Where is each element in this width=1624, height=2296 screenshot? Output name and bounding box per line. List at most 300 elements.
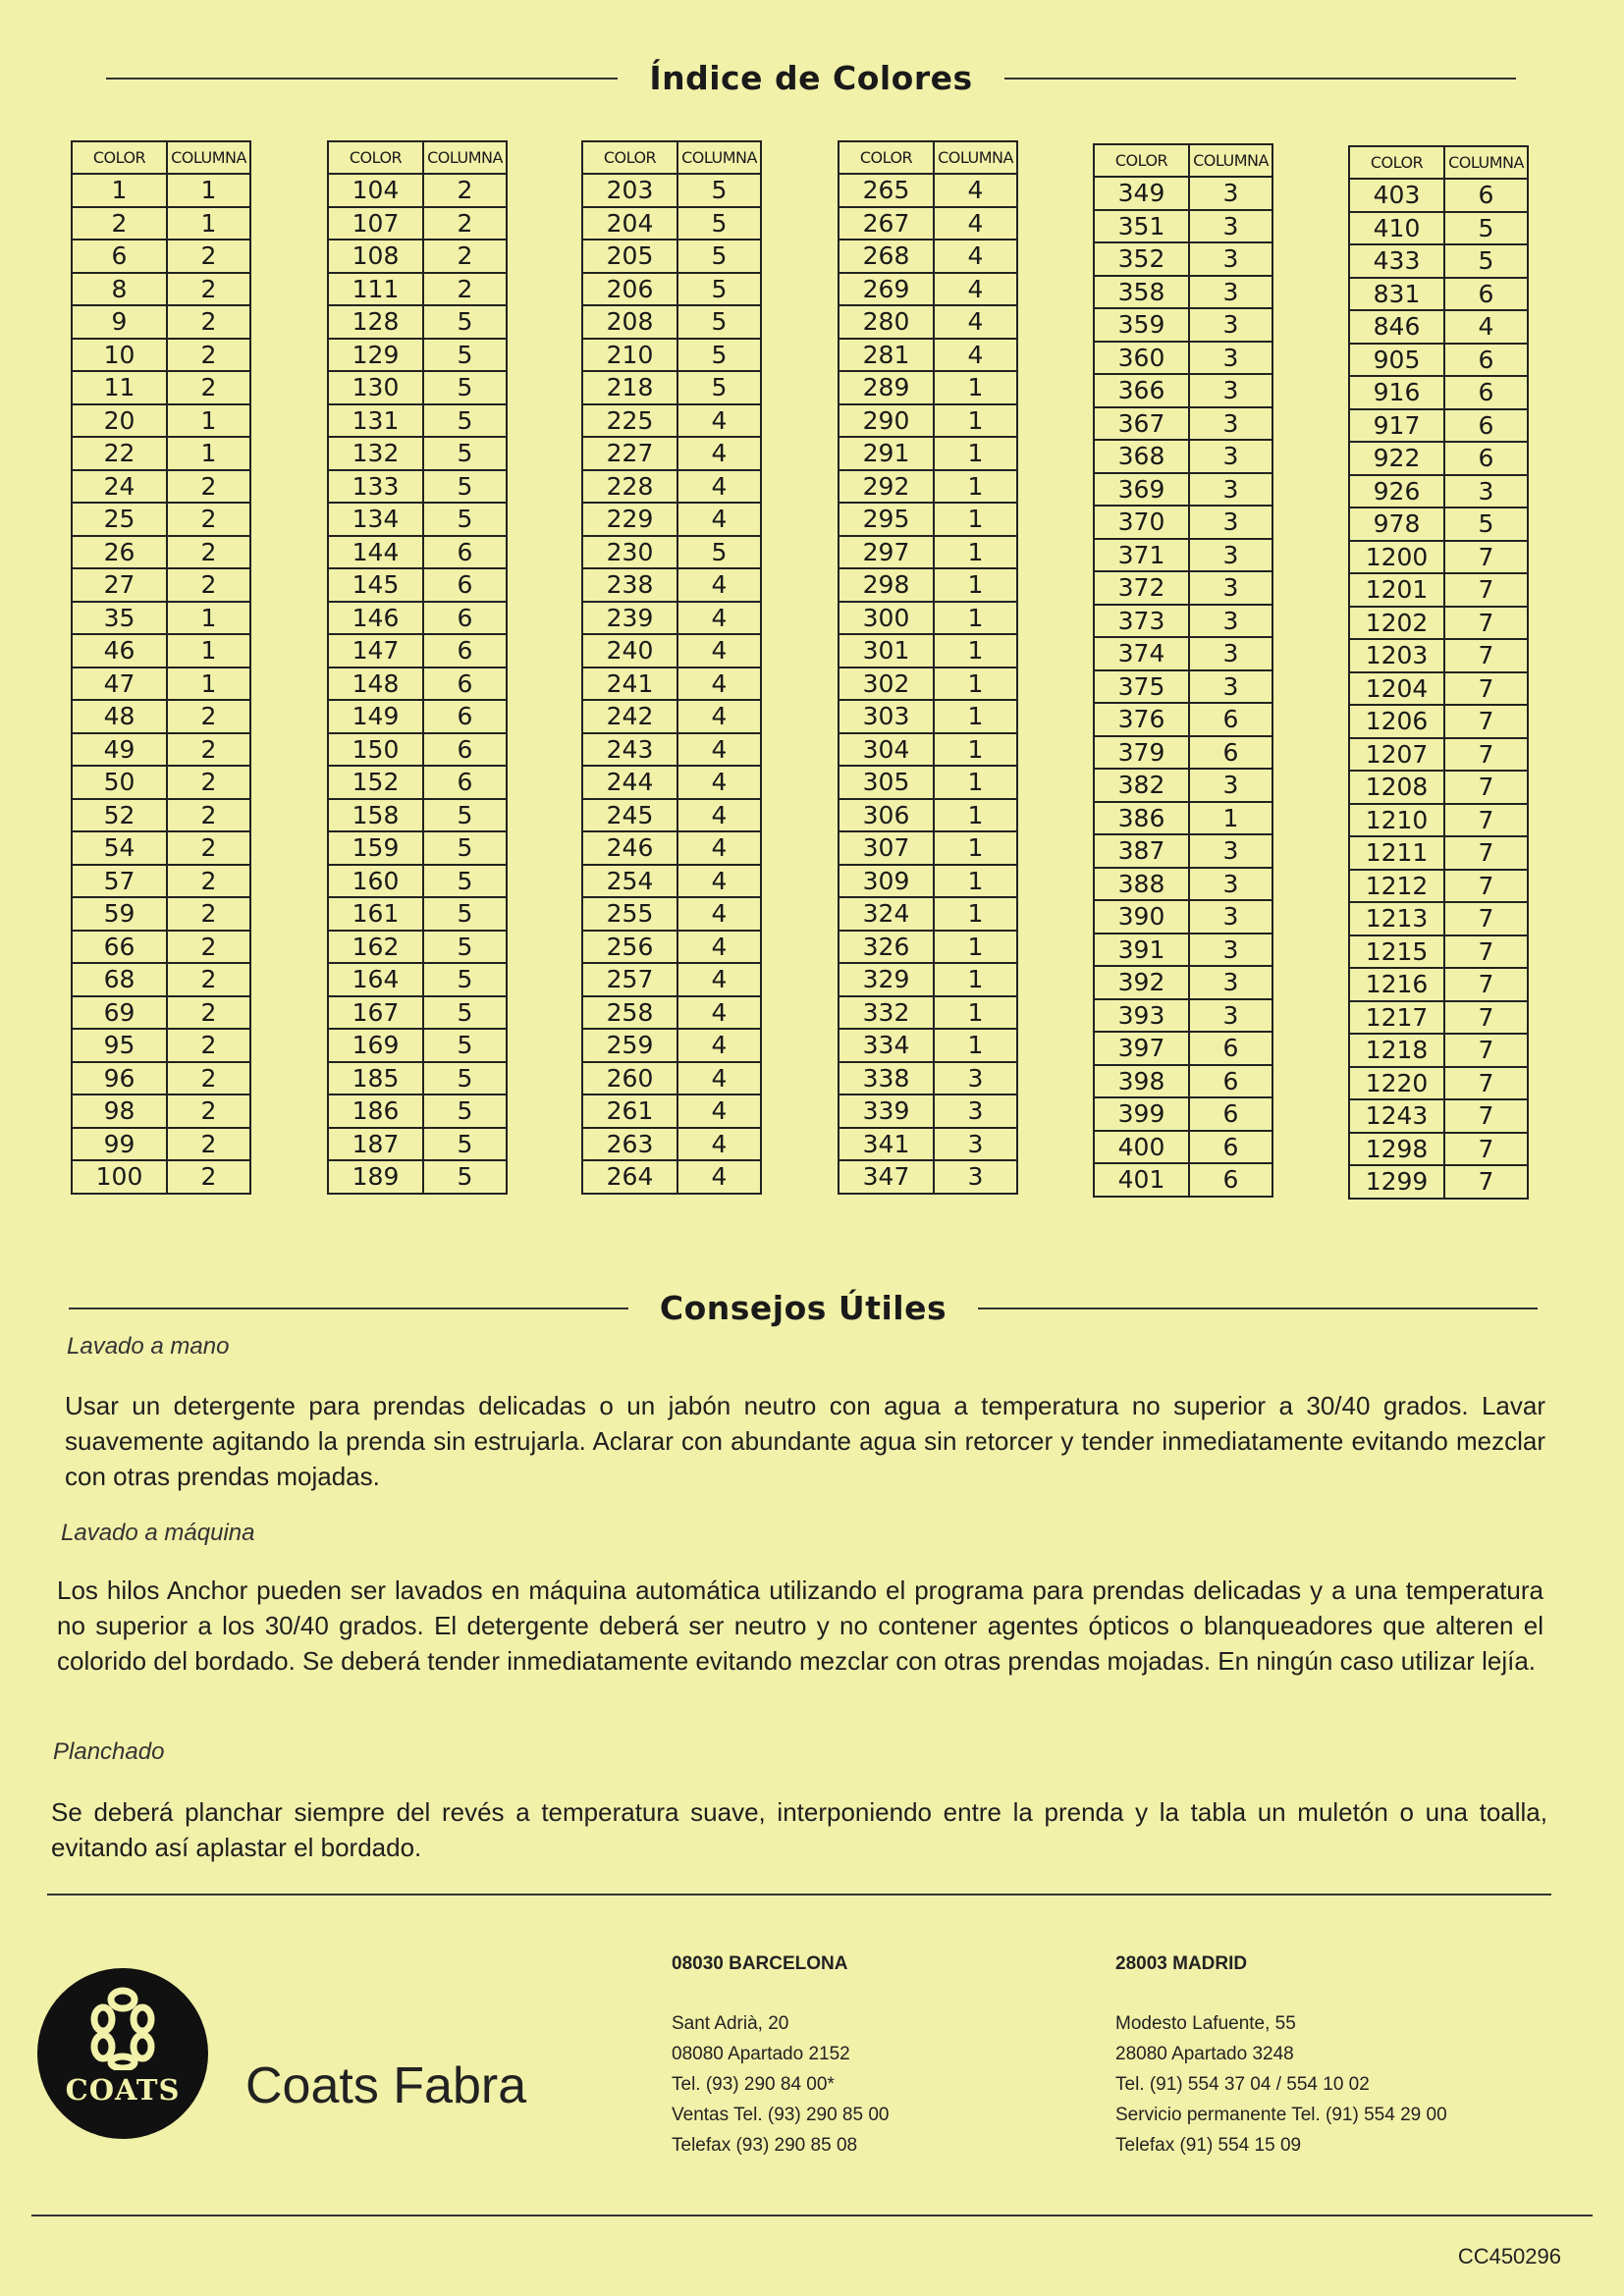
color-number: 205	[582, 240, 677, 273]
table-row	[1094, 407, 1272, 441]
table-row	[1349, 738, 1528, 772]
color-number: 261	[582, 1095, 677, 1128]
address-line: 08080 Apartado 2152	[672, 2044, 850, 2064]
color-number: 145	[328, 568, 423, 602]
heading-rule-left	[69, 1308, 628, 1309]
document-code: CC450296	[1457, 2244, 1561, 2269]
column-number: 3	[1189, 506, 1272, 539]
heading-rule-left	[106, 78, 618, 80]
column-number: 4	[677, 1095, 761, 1128]
color-number: 99	[72, 1128, 167, 1161]
index-heading	[0, 59, 1624, 97]
tip-title: Lavado a máquina	[61, 1520, 255, 1546]
table-row	[582, 602, 761, 635]
table-row	[1094, 868, 1272, 901]
column-number: 6	[423, 568, 507, 602]
column-number: 5	[423, 865, 507, 898]
column-number: 3	[1189, 177, 1272, 210]
index-title: Índice de Colores	[649, 59, 973, 97]
color-number: 134	[328, 503, 423, 536]
color-number: 258	[582, 996, 677, 1030]
column-number: 7	[1444, 672, 1528, 706]
color-number: 1	[72, 174, 167, 207]
column-number: 5	[677, 174, 761, 207]
table-row	[1094, 308, 1272, 342]
color-number: 206	[582, 273, 677, 306]
column-number: 5	[423, 437, 507, 470]
column-number: 2	[423, 240, 507, 273]
table-row	[328, 996, 507, 1030]
color-number: 260	[582, 1062, 677, 1095]
color-number: 240	[582, 634, 677, 667]
column-number: 6	[1189, 736, 1272, 770]
column-number: 5	[423, 963, 507, 996]
column-number: 4	[677, 503, 761, 536]
color-number: 245	[582, 799, 677, 832]
column-number: 1	[167, 437, 250, 470]
table-row	[1349, 968, 1528, 1001]
color-number: 129	[328, 339, 423, 372]
column-number: 4	[677, 1160, 761, 1194]
column-number: 4	[677, 897, 761, 931]
color-number: 370	[1094, 506, 1189, 539]
table-row	[582, 897, 761, 931]
color-number: 298	[839, 568, 934, 602]
table-row	[1349, 870, 1528, 903]
table-row	[1094, 736, 1272, 770]
table-row	[72, 174, 250, 207]
column-number: 7	[1444, 1133, 1528, 1166]
color-number: 368	[1094, 440, 1189, 473]
table-row	[1349, 607, 1528, 640]
tip-title: Lavado a mano	[67, 1333, 230, 1360]
color-number: 59	[72, 897, 167, 931]
column-number: 1	[934, 536, 1017, 569]
column-number: 3	[1189, 605, 1272, 638]
color-number: 218	[582, 371, 677, 404]
column-number: 6	[1444, 179, 1528, 212]
table-row	[582, 667, 761, 701]
column-number: 4	[934, 305, 1017, 339]
color-number: 1299	[1349, 1165, 1444, 1199]
column-number: 3	[1189, 374, 1272, 407]
color-number: 69	[72, 996, 167, 1030]
color-number: 95	[72, 1029, 167, 1062]
table-row	[72, 207, 250, 240]
color-number: 161	[328, 897, 423, 931]
color-number: 1218	[1349, 1034, 1444, 1067]
column-number: 1	[167, 174, 250, 207]
table-row	[582, 568, 761, 602]
column-number: 5	[423, 799, 507, 832]
color-number: 159	[328, 831, 423, 865]
color-number: 230	[582, 536, 677, 569]
color-number: 164	[328, 963, 423, 996]
column-number: 4	[677, 1128, 761, 1161]
column-number: 5	[1444, 507, 1528, 541]
column-header-color: COLOR	[582, 141, 677, 174]
column-number: 4	[677, 831, 761, 865]
column-number: 5	[423, 996, 507, 1030]
table-row	[1094, 900, 1272, 934]
divider	[47, 1894, 1551, 1896]
table-row	[328, 568, 507, 602]
color-number: 1208	[1349, 771, 1444, 804]
table-row	[328, 207, 507, 240]
color-number: 403	[1349, 179, 1444, 212]
column-number: 7	[1444, 1165, 1528, 1199]
color-number: 831	[1349, 278, 1444, 311]
table-row	[1349, 771, 1528, 804]
table-row	[839, 602, 1017, 635]
color-number: 26	[72, 536, 167, 569]
column-number: 5	[677, 339, 761, 372]
table-row	[1094, 1032, 1272, 1065]
table-row	[839, 371, 1017, 404]
column-number: 1	[167, 207, 250, 240]
tip-text: Usar un detergente para prendas delicadas o un jabón neutro con agua a temperatura no superior a 30/40 grados. Lavar suavemente agitando la prenda sin estrujarla. Aclarar con abundante agua sin retorcer y tender inmediatamente evitando mezclar con otras prendas mojadas.	[65, 1391, 1545, 1491]
table-row	[1349, 1165, 1528, 1199]
color-number: 268	[839, 240, 934, 273]
color-number: 269	[839, 273, 934, 306]
column-number: 4	[677, 602, 761, 635]
table-row	[582, 174, 761, 207]
table-row	[328, 865, 507, 898]
column-number: 7	[1444, 738, 1528, 772]
column-header-columna: COLUMNA	[167, 141, 250, 174]
color-number: 1201	[1349, 573, 1444, 607]
column-number: 5	[677, 371, 761, 404]
column-number: 7	[1444, 902, 1528, 935]
column-number: 4	[677, 996, 761, 1030]
table-row	[582, 503, 761, 536]
column-number: 4	[677, 733, 761, 767]
column-number: 6	[423, 700, 507, 733]
table-row	[1094, 1097, 1272, 1131]
column-number: 1	[934, 602, 1017, 635]
column-number: 1	[934, 634, 1017, 667]
table-row	[839, 1095, 1017, 1128]
color-number: 339	[839, 1095, 934, 1128]
table-row	[1094, 440, 1272, 473]
table-row	[839, 437, 1017, 470]
color-number: 146	[328, 602, 423, 635]
table-row	[839, 536, 1017, 569]
column-number: 4	[934, 339, 1017, 372]
table-row	[72, 897, 250, 931]
column-number: 2	[167, 1062, 250, 1095]
column-number: 1	[934, 996, 1017, 1030]
color-number: 1298	[1349, 1133, 1444, 1166]
column-number: 4	[677, 963, 761, 996]
table-row	[328, 339, 507, 372]
address-line: Tel. (93) 290 84 00*	[672, 2074, 835, 2095]
table-row	[1349, 179, 1528, 212]
column-number: 1	[934, 700, 1017, 733]
table-row	[72, 700, 250, 733]
column-number: 4	[934, 207, 1017, 240]
color-number: 398	[1094, 1065, 1189, 1098]
table-row	[1349, 344, 1528, 377]
color-number: 366	[1094, 374, 1189, 407]
address-line: Telefax (93) 290 85 08	[672, 2135, 858, 2156]
table-row	[839, 831, 1017, 865]
table-row	[582, 536, 761, 569]
table-row	[328, 963, 507, 996]
color-number: 292	[839, 470, 934, 504]
table-row	[1349, 672, 1528, 706]
table-row	[839, 931, 1017, 964]
color-table	[1348, 145, 1529, 1200]
color-number: 147	[328, 634, 423, 667]
table-row	[1349, 1001, 1528, 1035]
column-number: 3	[1189, 407, 1272, 441]
color-number: 905	[1349, 344, 1444, 377]
table-row	[582, 207, 761, 240]
column-number: 2	[167, 503, 250, 536]
color-number: 922	[1349, 442, 1444, 475]
column-number: 1	[934, 897, 1017, 931]
color-number: 1203	[1349, 639, 1444, 672]
column-number: 2	[167, 536, 250, 569]
column-number: 2	[167, 240, 250, 273]
column-number: 4	[677, 766, 761, 799]
color-number: 27	[72, 568, 167, 602]
tip-title: Planchado	[53, 1738, 165, 1765]
color-number: 916	[1349, 376, 1444, 409]
column-number: 2	[167, 339, 250, 372]
table-row	[839, 1029, 1017, 1062]
column-number: 3	[934, 1128, 1017, 1161]
color-number: 301	[839, 634, 934, 667]
color-number: 265	[839, 174, 934, 207]
table-row	[1349, 507, 1528, 541]
column-number: 7	[1444, 870, 1528, 903]
color-number: 367	[1094, 407, 1189, 441]
color-number: 341	[839, 1128, 934, 1161]
column-number: 3	[1444, 475, 1528, 508]
column-number: 2	[167, 568, 250, 602]
color-number: 169	[328, 1029, 423, 1062]
column-number: 5	[677, 273, 761, 306]
column-number: 1	[934, 437, 1017, 470]
table-row	[328, 667, 507, 701]
column-number: 6	[1444, 344, 1528, 377]
color-number: 291	[839, 437, 934, 470]
column-number: 4	[934, 174, 1017, 207]
color-number: 189	[328, 1160, 423, 1194]
table-header-row	[328, 141, 507, 174]
color-number: 1213	[1349, 902, 1444, 935]
column-number: 2	[167, 1095, 250, 1128]
table-row	[582, 273, 761, 306]
column-number: 2	[167, 470, 250, 504]
column-number: 3	[1189, 210, 1272, 243]
column-number: 5	[423, 831, 507, 865]
column-number: 1	[934, 568, 1017, 602]
column-number: 1	[934, 799, 1017, 832]
table-row	[328, 503, 507, 536]
table-row	[1094, 506, 1272, 539]
table-row	[328, 273, 507, 306]
column-number: 1	[934, 733, 1017, 767]
color-number: 130	[328, 371, 423, 404]
column-number: 3	[934, 1062, 1017, 1095]
color-number: 208	[582, 305, 677, 339]
table-row	[839, 339, 1017, 372]
color-number: 108	[328, 240, 423, 273]
column-number: 7	[1444, 573, 1528, 607]
table-row	[582, 1095, 761, 1128]
column-number: 2	[423, 273, 507, 306]
color-number: 304	[839, 733, 934, 767]
table-row	[328, 371, 507, 404]
color-number: 96	[72, 1062, 167, 1095]
column-number: 4	[677, 437, 761, 470]
table-row	[1094, 539, 1272, 572]
column-number: 5	[423, 1029, 507, 1062]
color-number: 297	[839, 536, 934, 569]
color-number: 162	[328, 931, 423, 964]
table-row	[582, 733, 761, 767]
table-row	[1349, 212, 1528, 245]
column-number: 3	[1189, 308, 1272, 342]
column-number: 3	[1189, 276, 1272, 309]
table-row	[72, 602, 250, 635]
table-row	[582, 339, 761, 372]
table-row	[1094, 276, 1272, 309]
column-number: 4	[677, 404, 761, 438]
heading-rule-right	[978, 1308, 1538, 1309]
table-row	[1349, 442, 1528, 475]
table-row	[1349, 1067, 1528, 1100]
color-number: 241	[582, 667, 677, 701]
column-header-color: COLOR	[72, 141, 167, 174]
table-row	[328, 733, 507, 767]
table-row	[72, 1062, 250, 1095]
table-row	[72, 733, 250, 767]
column-number: 4	[934, 273, 1017, 306]
column-number: 4	[677, 1029, 761, 1062]
table-row	[72, 1095, 250, 1128]
table-row	[839, 305, 1017, 339]
chain-icon	[89, 1986, 156, 2070]
column-number: 2	[167, 963, 250, 996]
color-number: 1210	[1349, 804, 1444, 837]
color-number: 263	[582, 1128, 677, 1161]
column-number: 6	[423, 634, 507, 667]
table-row	[839, 667, 1017, 701]
color-number: 309	[839, 865, 934, 898]
color-number: 390	[1094, 900, 1189, 934]
table-row	[1094, 242, 1272, 276]
table-row	[582, 470, 761, 504]
column-number: 5	[423, 404, 507, 438]
column-number: 1	[167, 602, 250, 635]
column-number: 2	[167, 931, 250, 964]
column-number: 4	[934, 240, 1017, 273]
table-row	[72, 667, 250, 701]
column-number: 1	[934, 931, 1017, 964]
table-row	[839, 700, 1017, 733]
column-number: 7	[1444, 639, 1528, 672]
tips-heading	[0, 1289, 1624, 1327]
column-header-columna: COLUMNA	[934, 141, 1017, 174]
color-number: 244	[582, 766, 677, 799]
table-row	[72, 831, 250, 865]
footer-divider	[31, 2215, 1593, 2216]
column-number: 1	[934, 963, 1017, 996]
column-number: 5	[1444, 212, 1528, 245]
color-number: 1217	[1349, 1001, 1444, 1035]
color-number: 98	[72, 1095, 167, 1128]
color-number: 433	[1349, 244, 1444, 278]
color-number: 978	[1349, 507, 1444, 541]
color-number: 397	[1094, 1032, 1189, 1065]
table-header-row	[1094, 144, 1272, 177]
color-number: 128	[328, 305, 423, 339]
column-number: 5	[677, 207, 761, 240]
color-number: 210	[582, 339, 677, 372]
table-row	[1094, 637, 1272, 670]
color-number: 1216	[1349, 968, 1444, 1001]
color-table	[581, 140, 762, 1195]
color-number: 352	[1094, 242, 1189, 276]
color-table	[1093, 143, 1273, 1198]
column-number: 7	[1444, 607, 1528, 640]
tips-title: Consejos Útiles	[659, 1289, 947, 1327]
column-number: 3	[1189, 242, 1272, 276]
table-row	[582, 1128, 761, 1161]
table-row	[72, 568, 250, 602]
column-header-columna: COLUMNA	[1189, 144, 1272, 177]
column-number: 6	[423, 766, 507, 799]
column-number: 1	[934, 865, 1017, 898]
color-number: 100	[72, 1160, 167, 1194]
color-number: 11	[72, 371, 167, 404]
column-number: 7	[1444, 1034, 1528, 1067]
column-number: 2	[167, 273, 250, 306]
table-row	[72, 371, 250, 404]
color-number: 1212	[1349, 870, 1444, 903]
table-row	[582, 1029, 761, 1062]
column-number: 3	[1189, 934, 1272, 967]
color-number: 371	[1094, 539, 1189, 572]
table-row	[1094, 769, 1272, 802]
color-number: 347	[839, 1160, 934, 1194]
column-number: 2	[167, 700, 250, 733]
color-number: 54	[72, 831, 167, 865]
tip-text: Se deberá planchar siempre del revés a temperatura suave, interponiendo entre la prenda y la tabla un muletón o una toalla, evitando así aplastar el bordado.	[51, 1797, 1547, 1862]
column-number: 7	[1444, 1099, 1528, 1133]
column-number: 1	[934, 1029, 1017, 1062]
table-row	[72, 766, 250, 799]
column-number: 4	[1444, 310, 1528, 344]
column-number: 3	[934, 1160, 1017, 1194]
column-number: 3	[1189, 670, 1272, 704]
color-number: 382	[1094, 769, 1189, 802]
column-number: 4	[677, 634, 761, 667]
color-number: 399	[1094, 1097, 1189, 1131]
color-number: 8	[72, 273, 167, 306]
color-number: 329	[839, 963, 934, 996]
column-number: 1	[934, 766, 1017, 799]
address-line: Servicio permanente Tel. (91) 554 29 00	[1115, 2105, 1447, 2125]
table-header-row	[582, 141, 761, 174]
column-number: 3	[1189, 440, 1272, 473]
column-number: 1	[167, 667, 250, 701]
brand-name: Coats Fabra	[245, 2057, 527, 2114]
